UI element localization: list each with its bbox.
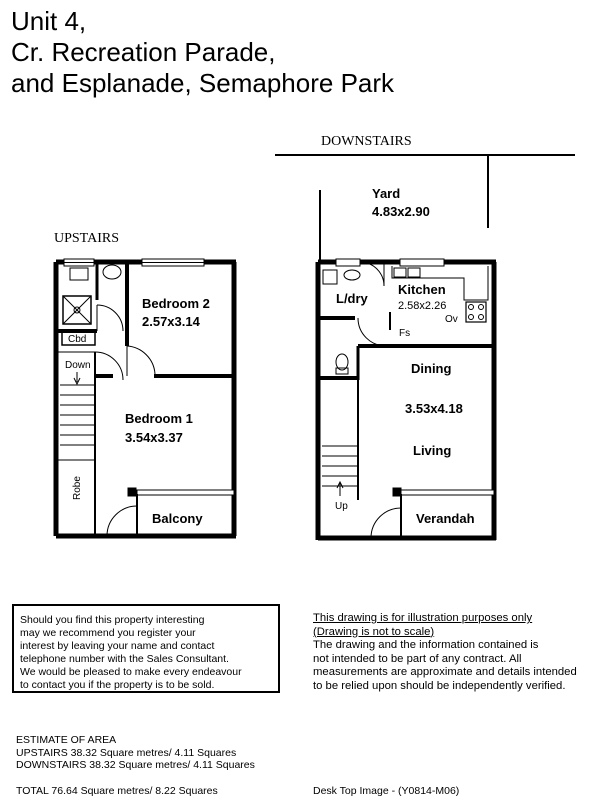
image-reference: Desk Top Image - (Y0814-M06) bbox=[313, 785, 460, 797]
contact-line-3: interest by leaving your name and contact bbox=[20, 640, 215, 652]
balcony-label: Balcony bbox=[152, 511, 203, 526]
contact-line-2: may we recommend you register your bbox=[20, 627, 196, 639]
disclaimer-line-6: to be relied upon should be independently verified. bbox=[313, 679, 566, 692]
contact-line-1: Should you find this property interesting bbox=[20, 614, 205, 626]
contact-line-5: We would be pleased to make every endeavour bbox=[20, 666, 242, 678]
title-line-3: and Esplanade, Semaphore Park bbox=[11, 68, 395, 98]
living-label: Living bbox=[413, 443, 452, 458]
area-downstairs: DOWNSTAIRS 38.32 Square metres/ 4.11 Squares bbox=[16, 759, 255, 771]
bedroom-2-label: Bedroom 2 bbox=[142, 296, 210, 311]
dining-label: Dining bbox=[411, 361, 452, 376]
bedroom-1-size: 3.54x3.37 bbox=[125, 430, 183, 445]
disclaimer-line-3: The drawing and the information contained is bbox=[313, 639, 539, 651]
disclaimer-line-2: (Drawing is not to scale) bbox=[313, 625, 435, 638]
robe-label: Robe bbox=[72, 476, 83, 500]
disclaimer-line-4: not intended to be part of any contract. All bbox=[313, 652, 522, 665]
area-heading: ESTIMATE OF AREA bbox=[16, 734, 117, 746]
bedroom-1-label: Bedroom 1 bbox=[125, 411, 193, 426]
yard-label: Yard bbox=[372, 186, 401, 201]
cupboard-label: Cbd bbox=[68, 334, 87, 345]
area-estimate bbox=[16, 734, 255, 772]
title-line-2: Cr. Recreation Parade, bbox=[11, 37, 276, 67]
downstairs-heading: DOWNSTAIRS bbox=[321, 134, 412, 149]
contact-line-4: telephone number with the Sales Consultant. bbox=[20, 653, 229, 665]
bedroom-2-size: 2.57x3.14 bbox=[142, 314, 200, 329]
oven-label: Ov bbox=[445, 314, 458, 325]
contact-line-6: to contact you if the property is to be sold. bbox=[20, 679, 215, 691]
area-upstairs: UPSTAIRS 38.32 Square metres/ 4.11 Squares bbox=[16, 746, 237, 759]
yard-size: 4.83x2.90 bbox=[372, 204, 430, 219]
contact-notice-box bbox=[12, 604, 280, 693]
disclaimer-line-1: This drawing is for illustration purposes only bbox=[313, 612, 533, 624]
stairs-up-label: Up bbox=[335, 501, 348, 512]
upstairs-heading: UPSTAIRS bbox=[54, 231, 120, 246]
verandah-label: Verandah bbox=[416, 511, 475, 526]
laundry-label: L/dry bbox=[336, 291, 368, 306]
kitchen-label: Kitchen bbox=[398, 282, 446, 297]
area-total: TOTAL 76.64 Square metres/ 8.22 Squares bbox=[16, 785, 218, 797]
living-size: 3.53x4.18 bbox=[405, 401, 463, 416]
disclaimer-line-5: measurements are approximate and details intended bbox=[313, 666, 577, 678]
disclaimer bbox=[313, 612, 577, 693]
stairs-down-label: Down bbox=[65, 360, 91, 371]
fs-label: Fs bbox=[399, 328, 411, 339]
title-line-1: Unit 4, bbox=[11, 6, 87, 36]
kitchen-size: 2.58x2.26 bbox=[398, 300, 447, 312]
